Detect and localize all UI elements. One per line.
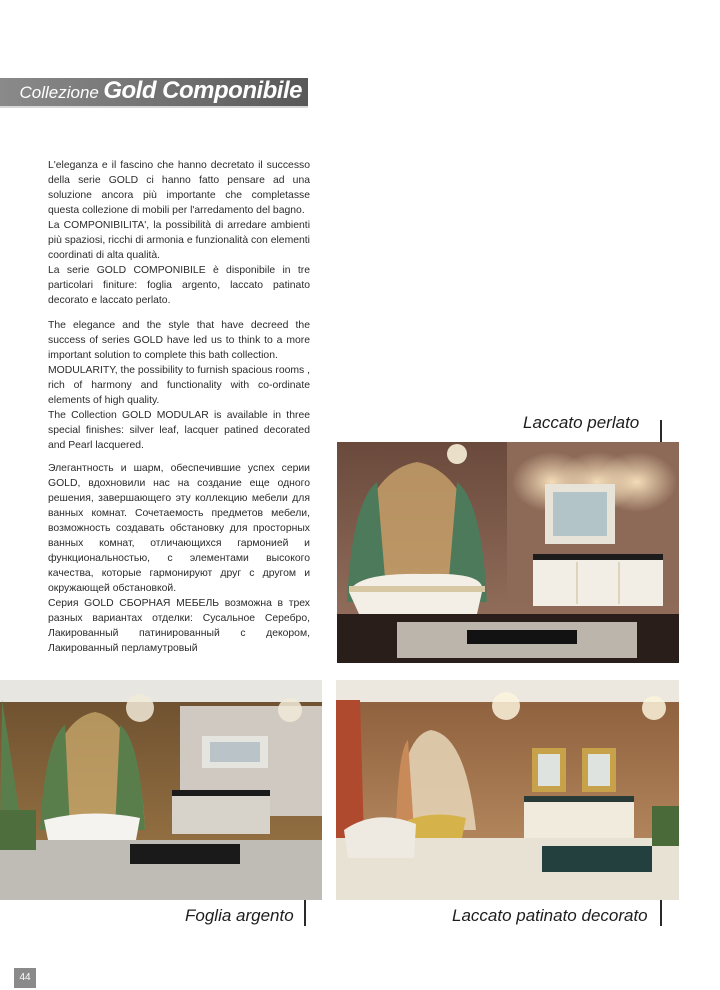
english-paragraph: The elegance and the style that have decreed the success of series GOLD have led us to think to a more important solution to complete this bath collection. xyxy=(48,320,310,361)
italian-paragraph: La COMPONIBILITA', la possibilità di arredare ambienti più spaziosi, ricchi di armonia e funzionalità con elementi coordinati di alta qualità. xyxy=(48,220,310,261)
english-paragraph: The Collection GOLD MODULAR is available in three special finishes: silver leaf, lacquer patined decorated and Pearl lacquered. xyxy=(48,410,310,451)
photo-foglia-argento xyxy=(0,680,322,900)
italian-paragraph: La serie GOLD COMPONIBILE è disponibile in tre particolari finiture: foglia argento, laccato patinato decorato e laccato perlato. xyxy=(48,265,310,306)
russian-paragraph: Элегантность и шарм, обеспечившие успех серии GOLD, вдохновили нас на создание еще одного решения, завершающего эту коллекцию мебели для ванных комнат. Сочетаемость предметов мебели, возможность создавать обстановку для просторных ванных комнат, отличающихся гармонией и функциональностью, с элементами высокого качества, которые гармонируют друг с другом и окружающей обстановкой. xyxy=(48,463,310,594)
page-title xyxy=(20,77,303,105)
page-number: 44 xyxy=(14,968,36,988)
title-band xyxy=(0,78,308,108)
caption-bar xyxy=(304,900,306,926)
title-prefix: Collezione xyxy=(19,83,99,102)
title-underline xyxy=(0,106,308,108)
title-main: Gold Componibile xyxy=(103,77,302,104)
caption-laccato-perlato: Laccato perlato xyxy=(523,413,640,432)
english-text xyxy=(48,318,310,453)
photo-laccato-patinato-decorato xyxy=(336,680,679,900)
caption-bar xyxy=(660,900,662,926)
caption-laccato-patinato-decorato: Laccato patinato decorato xyxy=(452,906,648,925)
italian-text xyxy=(48,158,310,308)
russian-paragraph: Серия GOLD СБОРНАЯ МЕБЕЛЬ возможна в трех разных вариантах отделки: Сусальное Серебро, Лакированный патинированный с декором, Лакированный перламутровый xyxy=(48,598,310,654)
caption-foglia-argento: Foglia argento xyxy=(185,906,294,925)
russian-text xyxy=(48,461,310,656)
english-paragraph: MODULARITY, the possibility to furnish spacious rooms , rich of harmony and functionality with co-ordinate elements of high quality. xyxy=(48,365,310,406)
photo-laccato-perlato xyxy=(337,442,679,663)
italian-paragraph: L'eleganza e il fascino che hanno decretato il successo della serie GOLD ci hanno fatto pensare ad una soluzione ancora più importante che completasse questa collezione di mobili per l'arredamento del bagno. xyxy=(48,160,310,216)
